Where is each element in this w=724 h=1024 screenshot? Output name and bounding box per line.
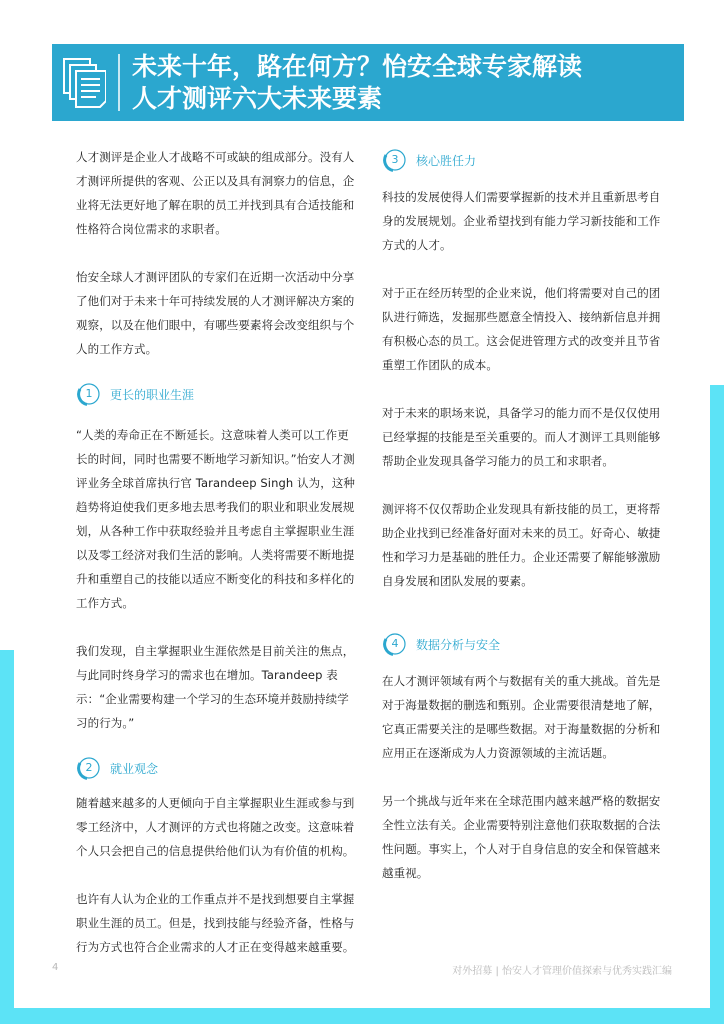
intro-paragraph-1: 人才测评是企业人才战略不可或缺的组成部分。没有人才测评所提供的客观、公正以及具有洞察力的信息，企业将无法更好地了解在职的员工并找到具有合适技能和性格符合岗位需求的求职者。 [76,150,355,236]
section-2-heading [76,753,356,783]
section-4-number-badge [382,631,408,657]
page-title [132,51,677,115]
section-1-title: 更长的职业生涯 [110,387,195,402]
intro-paragraph-2: 怡安全球人才测评团队的专家们在近期一次活动中分享了他们对于未来十年可持续发展的人才测评解决方案的观察，以及在他们眼中，有哪些要素将会改变组织与个人的工作方式。 [76,270,355,356]
section-3-paragraph-4: 测评将不仅仅帮助企业发现具有新技能的员工，更将帮助企业找到已经准备好面对未来的员工。好奇心、敏捷性和学习力是基础的胜任力。企业还需要了解能够激励自身发展和团队发展的要素。 [382,502,661,588]
title-banner [52,44,684,121]
section-2-paragraph-2: 也许有人认为企业的工作重点并不是找到想要自主掌握职业生涯的员工。但是，找到技能与经验齐备，性格与行为方式也符合企业需求的人才正在变得越来越重要。 [76,892,355,954]
section-3-number-badge [382,147,408,173]
section-4-heading [382,629,662,659]
section-1-number: 1 [85,387,93,400]
section-3-paragraph-3: 对于未来的职场来说，具备学习的能力而不是仅仅使用已经掌握的技能是至关重要的。而人才测评工具则能够帮助企业发现具备学习能力的员工和求职者。 [382,406,661,468]
section-2-number-badge [76,755,102,781]
section-4-title: 数据分析与安全 [416,637,501,652]
section-1-heading [76,379,356,409]
page-title-line-2: 人才测评六大未来要素 [132,84,383,113]
page-number: 4 [52,962,59,973]
section-3-heading [382,145,662,175]
section-4-paragraph-2: 另一个挑战与近年来在全球范围内越来越严格的数据安全性立法有关。企业需要特别注意他们获取数据的合法性问题。事实上，个人对于自身信息的安全和保管越来越重视。 [382,794,661,880]
right-column [382,145,662,885]
documents-icon [62,57,106,109]
section-2-number: 2 [85,761,93,774]
section-3-paragraph-2: 对于正在经历转型的企业来说，他们将需要对自己的团队进行筛选，发掘那些愿意全情投入、接纳新信息并拥有积极心态的员工。这会促进管理方式的改变并且节省重塑工作团队的成本。 [382,286,661,372]
page-title-line-1: 未来十年，路在何方？怡安全球专家解读 [132,52,583,81]
section-1-paragraph-1: “人类的寿命正在不断延长。这意味着人类可以工作更长的时间，同时也需要不断地学习新知识。”怡安人才测评业务全球首席执行官 Tarandeep Singh 认为，这种趋势将迫使我们更多地去思考我们的职业和职业发展规划，从各种工作中获取经验并且考虑自主掌握职业生涯以及零工经济对我们生活的影响。人类将需要不断地提升和重塑自己的技能以适应不断变化的科技和多样化的工作方式。 [76,428,356,610]
banner-divider [118,54,120,111]
decorative-side-bar-right [710,385,724,1024]
section-1-paragraph-2: 我们发现，自主掌握职业生涯依然是目前关注的焦点，与此同时终身学习的需求也在增加。Tarandeep 表示：“企业需要构建一个学习的生态环境并鼓励持续学习的行为。” [76,644,355,730]
decorative-bottom-bar [0,1008,724,1024]
section-4-number: 4 [391,637,399,650]
footer-text: 对外招募 | 怡安人才管理价值探索与优秀实践汇编 [452,966,672,977]
section-3-paragraph-1: 科技的发展使得人们需要掌握新的技术并且重新思考自身的发展规划。企业希望找到有能力学习新技能和工作方式的人才。 [382,190,661,252]
section-4-paragraph-1: 在人才测评领域有两个与数据有关的重大挑战。首先是对于海量数据的删选和甄别。企业需要很清楚地了解，它真正需要关注的是哪些数据。对于海量数据的分析和应用正在逐渐成为人力资源领域的主流话题。 [382,674,661,760]
section-1-number-badge [76,381,102,407]
section-2-title: 就业观念 [110,761,159,776]
section-3-title: 核心胜任力 [416,153,477,168]
decorative-side-bar-left [0,650,14,1024]
section-3-number: 3 [391,153,399,166]
left-column [76,145,356,959]
section-2-paragraph-1: 随着越来越多的人更倾向于自主掌握职业生涯或参与到零工经济中，人才测评的方式也将随之改变。这意味着个人只会把自己的信息提供给他们认为有价值的机构。 [76,796,355,858]
